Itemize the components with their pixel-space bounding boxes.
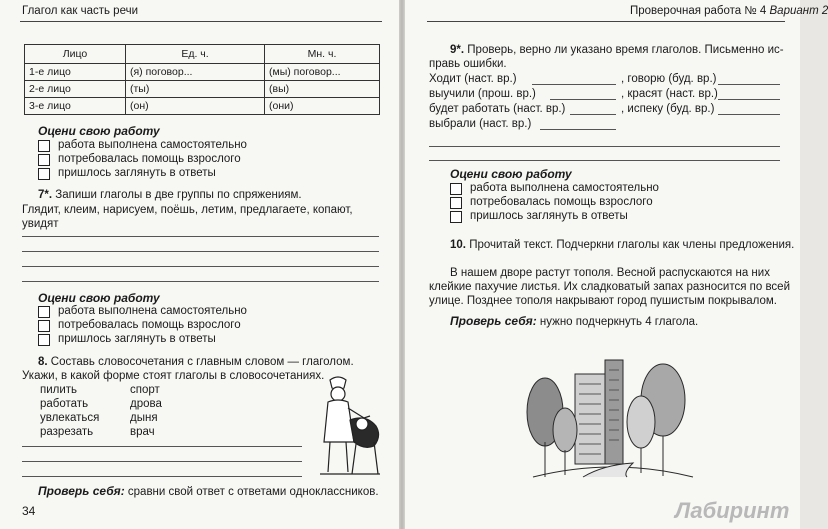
noun-word: врач [130,426,155,438]
task8-number: 8. [38,356,48,368]
table-header: Мн. ч. [265,45,380,64]
right-page-header [630,5,828,17]
answer-line[interactable] [22,446,302,447]
verb-item: , испеку (буд. вр.) [621,103,715,115]
verb-word: пилить [40,384,78,396]
answer-line[interactable] [718,114,780,115]
header-title: Проверочная работа № 4 [630,5,767,17]
table-cell: 2-е лицо [25,81,126,98]
check-text: сравни свой ответ с ответами одноклассников. [127,486,379,498]
answer-line[interactable] [718,99,780,100]
task9-prompt [450,43,784,57]
answer-line[interactable] [22,251,379,252]
verb-word: разрезать [40,426,94,438]
task8-text: Укажи, в какой форме стоят глаголы в словосочетаниях. [22,370,325,382]
answer-line[interactable] [540,129,616,130]
task7-number: 7*. [38,189,53,201]
checkbox-label: потребовалась помощь взрослого [470,196,653,208]
table-header: Лицо [25,45,126,64]
check-label: Проверь себя: [450,314,537,328]
checkbox-adult-help[interactable] [450,197,462,209]
answer-line[interactable] [532,84,616,85]
table-cell: (вы) [265,81,380,98]
answer-line[interactable] [429,160,780,161]
answer-line[interactable] [22,281,379,282]
noun-word: спорт [130,384,160,396]
checkbox-label: работа выполнена самостоятельно [58,139,247,151]
checkbox-label: работа выполнена самостоятельно [58,305,247,317]
check-yourself [38,484,379,499]
answer-line[interactable] [22,461,302,462]
check-text: нужно подчеркнуть 4 глагола. [539,316,699,328]
task7-words: Глядит, клеим, нарисуем, поёшь, летим, предлагаете, копают, [22,204,353,216]
table-cell: (мы) поговор... [265,64,380,81]
verb-item: выбрали (наст. вр.) [429,118,532,130]
passage-line: клейкие пахучие листья. Их сладковатый запах разносится по всей [429,281,791,293]
task7-words: увидят [22,218,59,230]
checkbox-adult-help[interactable] [38,154,50,166]
task9-text: правь ошибки. [429,58,507,70]
checkbox-adult-help[interactable] [38,320,50,332]
table-cell: (он) [126,98,265,115]
verb-item: , красят (наст. вр.) [621,88,718,100]
labirint-watermark: Лабиринт [675,498,790,523]
noun-word: дрова [130,398,162,410]
task7-text: Запиши глаголы в две группы по спряжениям. [55,189,302,201]
answer-line[interactable] [570,114,616,115]
self-check-title: Оцени свою работу [38,291,160,305]
table-cell: (я) поговор... [126,64,265,81]
checkbox-label: пришлось заглянуть в ответы [58,333,216,345]
checkbox-label: потребовалась помощь взрослого [58,153,241,165]
answer-line[interactable] [429,146,780,147]
table-row [25,81,380,98]
answer-line[interactable] [550,99,616,100]
checkbox-answers[interactable] [38,168,50,180]
task9-text: Проверь, верно ли указано время глаголов. Письменно ис- [467,44,784,56]
task10-prompt [450,238,794,252]
checkbox-label: пришлось заглянуть в ответы [58,167,216,179]
verb-item: , говорю (буд. вр.) [621,73,717,85]
left-page-header: Глагол как часть речи [22,5,138,17]
right-page [405,0,828,529]
task10-number: 10. [450,239,466,251]
task7-prompt [38,188,302,202]
answer-line[interactable] [718,84,780,85]
checkbox-independent[interactable] [38,306,50,318]
check-yourself [450,314,698,329]
check-label: Проверь себя: [38,484,125,498]
checkbox-label: работа выполнена самостоятельно [470,182,659,194]
table-row [25,98,380,115]
person-table [24,44,380,115]
answer-line[interactable] [22,236,379,237]
verb-item: выучили (прош. вр.) [429,88,536,100]
checkbox-answers[interactable] [450,211,462,223]
verb-item: будет работать (наст. вр.) [429,103,566,115]
header-rule [20,21,382,22]
poplar-street-illustration [523,352,695,487]
answer-line[interactable] [22,266,379,267]
task8-prompt [38,355,354,369]
task10-text: Прочитай текст. Подчеркни глаголы как члены предложения. [469,239,795,251]
dentist-illustration [300,372,390,482]
table-cell: (они) [265,98,380,115]
passage-line: улице. Позднее тополя накрывают город пушистым покрывалом. [429,295,777,307]
checkbox-label: пришлось заглянуть в ответы [470,210,628,222]
verb-word: работать [40,398,89,410]
left-page [0,0,399,529]
verb-word: увлекаться [40,412,100,424]
self-check-title: Оцени свою работу [450,167,572,181]
passage-line: В нашем дворе растут тополя. Весной распускаются на них [450,267,770,279]
checkbox-answers[interactable] [38,334,50,346]
self-check-title: Оцени свою работу [38,124,160,138]
table-header: Ед. ч. [126,45,265,64]
task9-number: 9*. [450,44,465,56]
task8-text: Составь словосочетания с главным словом — глаголом. [50,356,354,368]
noun-word: дыня [130,412,158,424]
header-rule [427,21,785,22]
checkbox-label: потребовалась помощь взрослого [58,319,241,331]
table-cell: (ты) [126,81,265,98]
page-number: 34 [22,504,36,518]
table-cell: 1-е лицо [25,64,126,81]
table-row [25,64,380,81]
answer-line[interactable] [22,476,302,477]
header-variant: Вариант 2 [769,5,828,17]
checkbox-independent[interactable] [450,183,462,195]
checkbox-independent[interactable] [38,140,50,152]
table-cell: 3-е лицо [25,98,126,115]
verb-item: Ходит (наст. вр.) [429,73,517,85]
